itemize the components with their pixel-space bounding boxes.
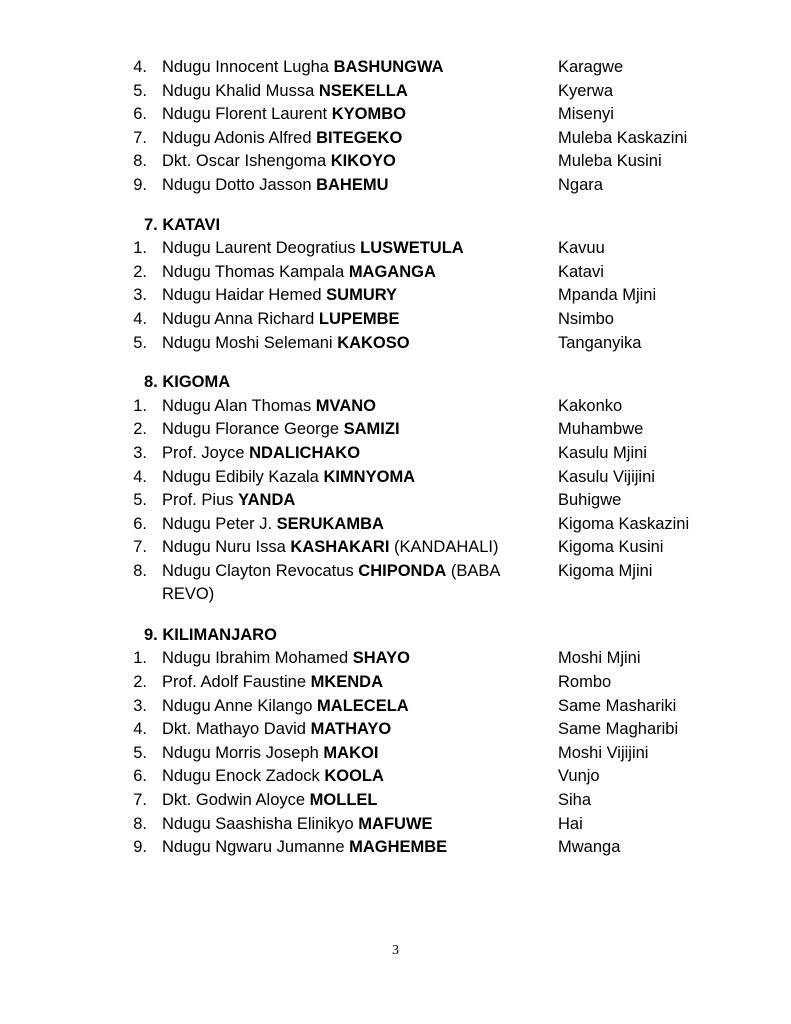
name-surname: SUMURY: [326, 286, 398, 305]
list-item: [0, 442, 791, 466]
candidate-name: [162, 308, 400, 332]
candidate-name: [162, 174, 389, 198]
candidate-name: [162, 813, 433, 837]
item-number: 4.: [133, 309, 147, 328]
name-surname: KIMNYOMA: [323, 467, 416, 486]
item-number: 3.: [133, 696, 147, 715]
constituency: Moshi Vijijini: [558, 743, 649, 762]
constituency: Siha: [558, 791, 592, 810]
item-number: 5.: [133, 491, 147, 510]
name-surname: MOLLEL: [309, 791, 378, 810]
name-given: Ndugu Ibrahim Mohamed: [162, 649, 353, 668]
item-number: 7.: [133, 538, 147, 557]
list-item: [0, 671, 791, 695]
item-number: 4.: [133, 58, 147, 76]
candidate-name: [162, 56, 444, 80]
list-item: [0, 813, 791, 837]
constituency: Vunjo: [558, 767, 600, 786]
name-surname: BAHEMU: [316, 175, 389, 194]
section-heading: 8. KIGOMA: [144, 373, 231, 392]
list-item: [0, 513, 791, 537]
constituency: Katavi: [558, 262, 604, 281]
candidate-name: [162, 127, 402, 151]
candidate-name: [162, 489, 295, 513]
name-surname: LUSWETULA: [360, 239, 464, 258]
name-given: Ndugu Florent Laurent: [162, 105, 332, 124]
candidate-name: [162, 103, 406, 127]
list-item: [0, 718, 791, 742]
name-given: Ndugu Morris Joseph: [162, 743, 324, 762]
candidate-name: [162, 765, 384, 789]
name-surname: MAGHEMBE: [349, 838, 448, 857]
name-given: Ndugu Enock Zadock: [162, 767, 325, 786]
constituency: Buhigwe: [558, 491, 622, 510]
list-item: [0, 742, 791, 766]
name-given: Dkt. Mathayo David: [162, 720, 311, 739]
list-item: [0, 695, 791, 719]
constituency: Muhambwe: [558, 420, 644, 439]
constituency: Karagwe: [558, 58, 624, 76]
constituency: Kigoma Kaskazini: [558, 514, 690, 533]
name-given: Ndugu Adonis Alfred: [162, 128, 317, 147]
candidate-name: [162, 150, 396, 174]
section-heading: 7. KATAVI: [144, 215, 221, 234]
name-surname: MAGANGA: [348, 262, 436, 281]
list-item: [0, 560, 791, 607]
name-surname: LUPEMBE: [318, 309, 400, 328]
name-given: Ndugu Anne Kilango: [162, 696, 318, 715]
name-given: Ndugu Ngwaru Jumanne: [162, 838, 350, 857]
name-surname: KAKOSO: [337, 333, 410, 352]
list-item: [0, 395, 791, 419]
list-item: [0, 103, 791, 127]
candidate-name: [162, 695, 409, 719]
constituency: Kavuu: [558, 239, 605, 258]
item-number: 1.: [133, 239, 147, 258]
section-heading: 9. KILIMANJARO: [144, 625, 277, 644]
item-number: 3.: [133, 286, 147, 305]
name-surname: CHIPONDA: [358, 561, 447, 580]
list-item: [0, 80, 791, 104]
constituency: Misenyi: [558, 105, 614, 124]
constituency: Ngara: [558, 175, 603, 194]
item-number: 8.: [133, 561, 147, 580]
item-number: 4.: [133, 720, 147, 739]
candidate-name: [162, 237, 464, 261]
constituency: Kyerwa: [558, 81, 614, 100]
item-number: 2.: [133, 673, 147, 692]
item-number: 6.: [133, 514, 147, 533]
list-item: [0, 284, 791, 308]
name-given: Ndugu Clayton Revocatus: [162, 561, 359, 580]
name-surname: MKENDA: [310, 673, 384, 692]
name-given: Ndugu Thomas Kampala: [162, 262, 349, 281]
candidate-name: [162, 647, 410, 671]
list-item: [0, 789, 791, 813]
constituency: Hai: [558, 814, 583, 833]
constituency: Kigoma Kusini: [558, 538, 664, 557]
candidate-name: [162, 284, 397, 308]
item-number: 9.: [133, 175, 147, 194]
name-given: Prof. Pius: [162, 491, 239, 510]
constituency: Muleba Kusini: [558, 152, 662, 171]
constituency: Kasulu Vijijini: [558, 467, 655, 486]
candidate-name: [162, 789, 377, 813]
candidate-name: [162, 261, 436, 285]
candidate-name: [162, 80, 408, 104]
list-item: [0, 237, 791, 261]
name-alias: (KANDAHALI): [389, 538, 499, 557]
name-surname: YANDA: [238, 491, 296, 510]
page-number: 3: [392, 943, 399, 958]
candidate-name: [162, 466, 415, 490]
item-number: 5.: [133, 333, 147, 352]
name-given: Ndugu Anna Richard: [162, 309, 319, 328]
candidate-name: [162, 395, 376, 419]
name-given: Ndugu Edibily Kazala: [162, 467, 324, 486]
section-spacer: [0, 607, 791, 624]
constituency: Rombo: [558, 673, 612, 692]
candidate-name: [162, 536, 499, 560]
name-given: Ndugu Laurent Deogratius: [162, 239, 361, 258]
constituency: Nsimbo: [558, 309, 614, 328]
item-number: 6.: [133, 767, 147, 786]
name-surname: MATHAYO: [310, 720, 392, 739]
name-surname: SERUKAMBA: [276, 514, 384, 533]
name-surname: MAFUWE: [358, 814, 433, 833]
list-item: [0, 836, 791, 860]
name-surname: BASHUNGWA: [333, 58, 444, 76]
item-number: 5.: [133, 81, 147, 100]
section-spacer: [0, 198, 791, 214]
candidate-name: [162, 671, 383, 695]
list-item: [0, 332, 791, 356]
name-surname: MAKOI: [323, 743, 379, 762]
name-surname: SHAYO: [352, 649, 410, 668]
name-given: Ndugu Innocent Lugha: [162, 58, 334, 76]
name-surname: BITEGEKO: [316, 128, 403, 147]
name-surname: NDALICHAKO: [249, 443, 361, 462]
name-surname: NSEKELLA: [318, 81, 408, 100]
name-given: Ndugu Dotto Jasson: [162, 175, 317, 194]
candidate-name: [162, 332, 410, 356]
candidate-name: [162, 718, 391, 742]
name-surname: SAMIZI: [343, 420, 400, 439]
list-item: [0, 647, 791, 671]
name-surname: MVANO: [315, 396, 376, 415]
item-number: 1.: [133, 649, 147, 668]
constituency: Mpanda Mjini: [558, 286, 657, 305]
item-number: 6.: [133, 105, 147, 124]
name-given: Dkt. Godwin Aloyce: [162, 791, 310, 810]
name-surname: MALECELA: [317, 696, 409, 715]
name-given: Ndugu Florance George: [162, 420, 344, 439]
list-item: [0, 765, 791, 789]
constituency: Moshi Mjini: [558, 649, 641, 668]
item-number: 2.: [133, 420, 147, 439]
name-surname: KIKOYO: [330, 152, 396, 171]
candidate-list: [0, 56, 791, 860]
constituency: Kasulu Mjini: [558, 443, 647, 462]
item-number: 2.: [133, 262, 147, 281]
name-surname: KOOLA: [324, 767, 384, 786]
name-given: Ndugu Haidar Hemed: [162, 286, 327, 305]
name-given: Prof. Adolf Faustine: [162, 673, 311, 692]
item-number: 9.: [133, 838, 147, 857]
item-number: 8.: [133, 152, 147, 171]
item-number: 3.: [133, 443, 147, 462]
name-surname: KASHAKARI: [290, 538, 390, 557]
list-item: [0, 489, 791, 513]
constituency: Kigoma Mjini: [558, 561, 653, 580]
name-given: Ndugu Nuru Issa: [162, 538, 291, 557]
constituency: Muleba Kaskazini: [558, 128, 688, 147]
list-item: [0, 174, 791, 198]
name-given: Ndugu Moshi Selemani: [162, 333, 338, 352]
list-item: [0, 536, 791, 560]
constituency: Kakonko: [558, 396, 623, 415]
list-item: [0, 150, 791, 174]
name-given: Prof. Joyce: [162, 443, 250, 462]
item-number: 5.: [133, 743, 147, 762]
name-given: Ndugu Alan Thomas: [162, 396, 316, 415]
name-given: Ndugu Peter J.: [162, 514, 277, 533]
list-item: [0, 127, 791, 151]
constituency: Tanganyika: [558, 333, 642, 352]
candidate-name: [162, 560, 540, 607]
item-number: 4.: [133, 467, 147, 486]
candidate-name: [162, 442, 360, 466]
list-item: [0, 418, 791, 442]
constituency: Mwanga: [558, 838, 621, 857]
list-item: [0, 308, 791, 332]
item-number: 8.: [133, 814, 147, 833]
candidate-name: [162, 836, 447, 860]
name-given: Dkt. Oscar Ishengoma: [162, 152, 331, 171]
item-number: 7.: [133, 791, 147, 810]
candidate-name: [162, 418, 400, 442]
name-surname: KYOMBO: [331, 105, 406, 124]
constituency: Same Magharibi: [558, 720, 679, 739]
constituency: Same Mashariki: [558, 696, 677, 715]
name-given: Ndugu Saashisha Elinikyo: [162, 814, 359, 833]
name-given: Ndugu Khalid Mussa: [162, 81, 319, 100]
item-number: 1.: [133, 396, 147, 415]
section-spacer: [0, 355, 791, 371]
list-item: [0, 261, 791, 285]
list-item: [0, 56, 791, 80]
name-alias: (BABA REVO): [162, 561, 500, 604]
candidate-name: [162, 742, 378, 766]
candidate-name: [162, 513, 384, 537]
item-number: 7.: [133, 128, 147, 147]
list-item: [0, 466, 791, 490]
